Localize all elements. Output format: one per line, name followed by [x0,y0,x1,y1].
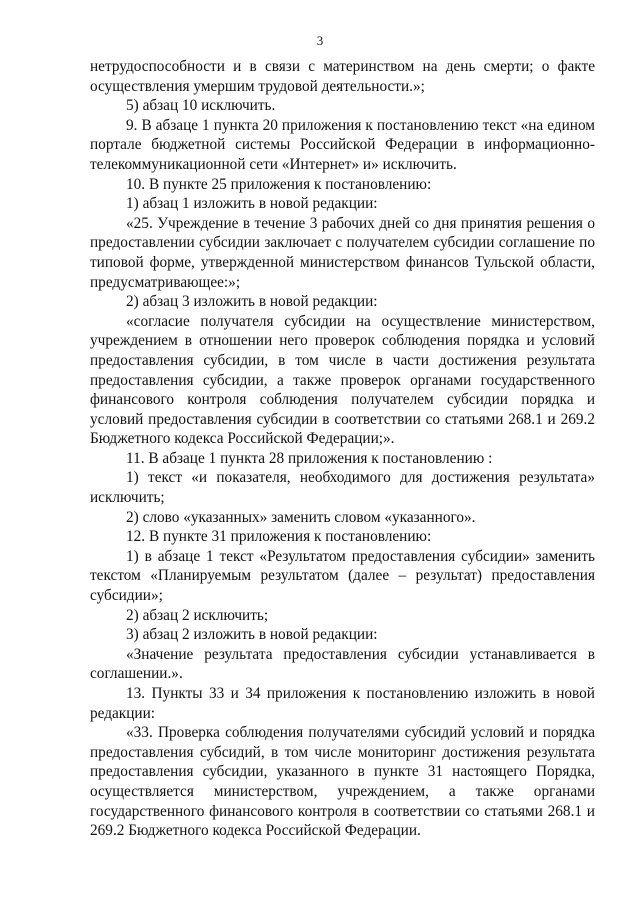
paragraph: «25. Учреждение в течение 3 рабочих дней со дня принятия решения о предоставлении субсидии заключает с получателем субсидии соглашение по типовой форме, утвержденной министерством финансов Тульской области, предусматривающее:»; [90,214,595,291]
paragraph: 10. В пункте 25 приложения к постановлению: [126,175,432,193]
paragraph: 1) в абзаце 1 текст «Результатом предоставления субсидии» заменить текстом «Планируемым результатом (далее – результат) предоставления субсидии»; [90,547,595,605]
paragraph: «Значение результата предоставления субсидии устанавливается в соглашении.». [90,645,595,683]
paragraph: 2) абзац 3 изложить в новой редакции: [126,293,378,311]
paragraph: «33. Проверка соблюдения получателями субсидий условий и порядка предоставления субсидий, в том числе мониторинг достижения результата предоставления субсидии, указанного в пункте 31 настоящего Порядка, осуществляется министерством, учреждением, а также органами государственного финансового контроля в соответствии со статьями 268.1 и 269.2 Бюджетного кодекса Российской Федерации. [90,724,595,840]
paragraph: 1) абзац 1 изложить в новой редакции: [126,195,378,213]
paragraph: 11. В абзаце 1 пункта 28 приложения к постановлению : [126,449,493,467]
paragraph: 3) абзац 2 изложить в новой редакции: [126,626,378,644]
paragraph: 1) текст «и показателя, необходимого для достижения результата» исключить; [90,469,595,507]
paragraph: 2) абзац 2 исключить; [126,606,269,624]
document-body [90,57,595,841]
paragraph: 2) слово «указанных» заменить словом «указанного». [126,508,476,526]
paragraph: 5) абзац 10 исключить. [126,97,276,115]
paragraph: 13. Пункты 33 и 34 приложения к постановлению изложить в новой редакции: [90,685,595,722]
paragraph: нетрудоспособности и в связи с материнством на день смерти; о факте осуществления умершим трудовой деятельности.»; [90,58,595,95]
paragraph: «согласие получателя субсидии на осуществление министерством, учреждением в отношении него проверок соблюдения порядка и условий предоставления субсидии, в том числе в части достижения результата предоставления субсидии, а также проверок органами государственного финансового контроля соблюдения получателем субсидии порядка и условий предоставления субсидии в соответствии со статьями 268.1 и 269.2 Бюджетного кодекса Российской Федерации;». [90,312,595,448]
page-number: 3 [316,33,324,48]
paragraph: 9. В абзаце 1 пункта 20 приложения к постановлению текст «на едином портале бюджетной системы Российской Федерации в информационно-телекоммуникационной сети «Интернет» и» исключить. [90,116,595,173]
paragraph: 12. В пункте 31 приложения к постановлению: [126,528,432,546]
